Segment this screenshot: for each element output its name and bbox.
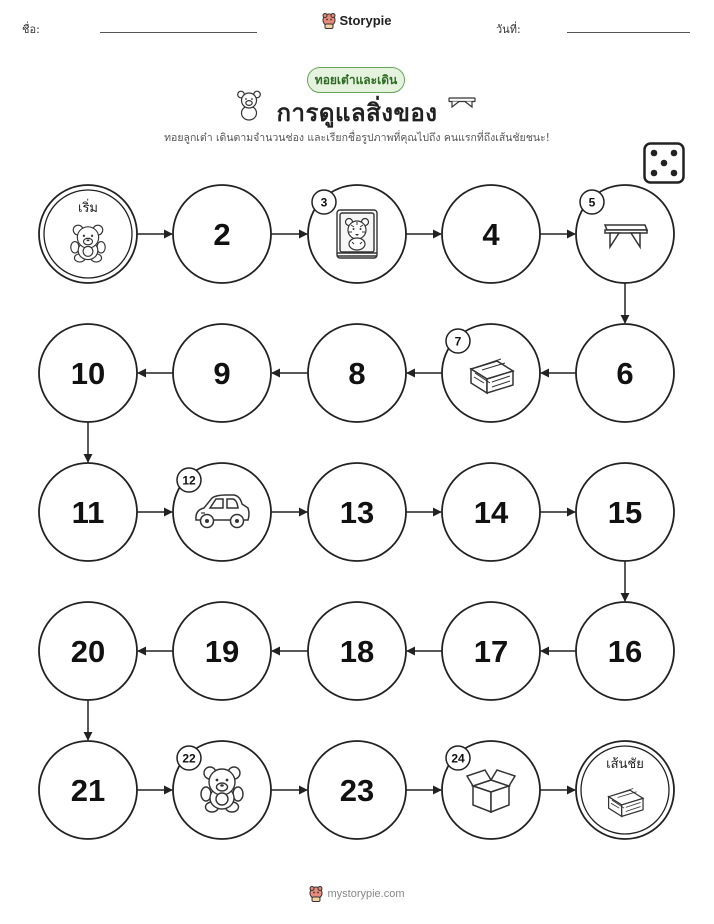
board-space-22 bbox=[173, 741, 271, 839]
board-space-6 bbox=[576, 324, 674, 422]
board-space-4 bbox=[442, 185, 540, 283]
brand-name: Storypie bbox=[339, 13, 392, 29]
space-number: 5 bbox=[588, 195, 596, 210]
space-number: 23 bbox=[339, 773, 375, 808]
board-space-18 bbox=[308, 602, 406, 700]
teddy-bear-icon bbox=[201, 767, 243, 812]
board-space-12 bbox=[173, 463, 271, 561]
space-number: 20 bbox=[70, 634, 106, 669]
board-space-17 bbox=[442, 602, 540, 700]
start-label: เริ่ม bbox=[78, 201, 98, 216]
space-number-badge bbox=[312, 190, 336, 214]
date-label: วันที่: bbox=[496, 23, 521, 36]
board-space-19 bbox=[173, 602, 271, 700]
page-title: การดูแลสิ่งของ bbox=[276, 99, 438, 127]
space-number-badge bbox=[446, 746, 470, 770]
finish-label: เส้นชัย bbox=[606, 757, 644, 772]
space-number: 10 bbox=[70, 356, 106, 391]
space-number: 14 bbox=[473, 495, 509, 530]
board-space-2 bbox=[173, 185, 271, 283]
space-number: 16 bbox=[607, 634, 643, 669]
board-space-3 bbox=[308, 185, 406, 283]
space-number: 7 bbox=[454, 334, 462, 349]
space-number: 15 bbox=[607, 495, 643, 530]
space-number: 6 bbox=[616, 356, 634, 391]
name-label: ชื่อ: bbox=[22, 23, 40, 36]
board-space-14 bbox=[442, 463, 540, 561]
tiger-book-icon bbox=[337, 210, 377, 258]
board-space-8 bbox=[308, 324, 406, 422]
board-space-25 bbox=[576, 741, 674, 839]
space-circle bbox=[576, 741, 674, 839]
space-number: 4 bbox=[482, 217, 500, 252]
board-space-5 bbox=[576, 185, 674, 283]
storypie-mascot-icon bbox=[309, 886, 323, 902]
space-number: 21 bbox=[70, 773, 106, 808]
space-number-badge bbox=[580, 190, 604, 214]
space-number: 3 bbox=[320, 195, 328, 210]
board-space-21 bbox=[39, 741, 137, 839]
board-space-1 bbox=[39, 185, 137, 283]
space-number: 11 bbox=[71, 495, 105, 530]
board-space-16 bbox=[576, 602, 674, 700]
board-space-7 bbox=[442, 324, 540, 422]
board-space-20 bbox=[39, 602, 137, 700]
instructions-text: ทอยลูกเต๋า เดินตามจำนวนช่อง และเรียกชื่อรูปภาพที่คุณไปถึง คนแรกที่ถึงเส้นชัยชนะ! bbox=[164, 132, 550, 144]
space-number: 24 bbox=[451, 751, 465, 766]
board-space-10 bbox=[39, 324, 137, 422]
board-space-15 bbox=[576, 463, 674, 561]
footer-site: mystorypie.com bbox=[327, 888, 405, 900]
space-number-badge bbox=[446, 329, 470, 353]
board-space-24 bbox=[442, 741, 540, 839]
board-space-23 bbox=[308, 741, 406, 839]
footer bbox=[0, 886, 714, 902]
space-number: 8 bbox=[348, 356, 366, 391]
game-type-badge: ทอยเต๋าและเดิน bbox=[307, 67, 405, 93]
space-number-badge bbox=[177, 746, 201, 770]
space-number: 22 bbox=[182, 751, 196, 766]
space-number: 13 bbox=[339, 495, 375, 530]
space-number: 18 bbox=[339, 634, 375, 669]
space-number: 19 bbox=[204, 634, 240, 669]
board-space-11 bbox=[39, 463, 137, 561]
space-number-badge bbox=[177, 468, 201, 492]
teddy-bear-icon bbox=[71, 225, 105, 262]
board-space-9 bbox=[173, 324, 271, 422]
space-number: 9 bbox=[213, 356, 231, 391]
space-number: 12 bbox=[182, 473, 196, 488]
board-space-13 bbox=[308, 463, 406, 561]
space-number: 17 bbox=[473, 634, 509, 669]
space-number: 2 bbox=[213, 217, 231, 252]
